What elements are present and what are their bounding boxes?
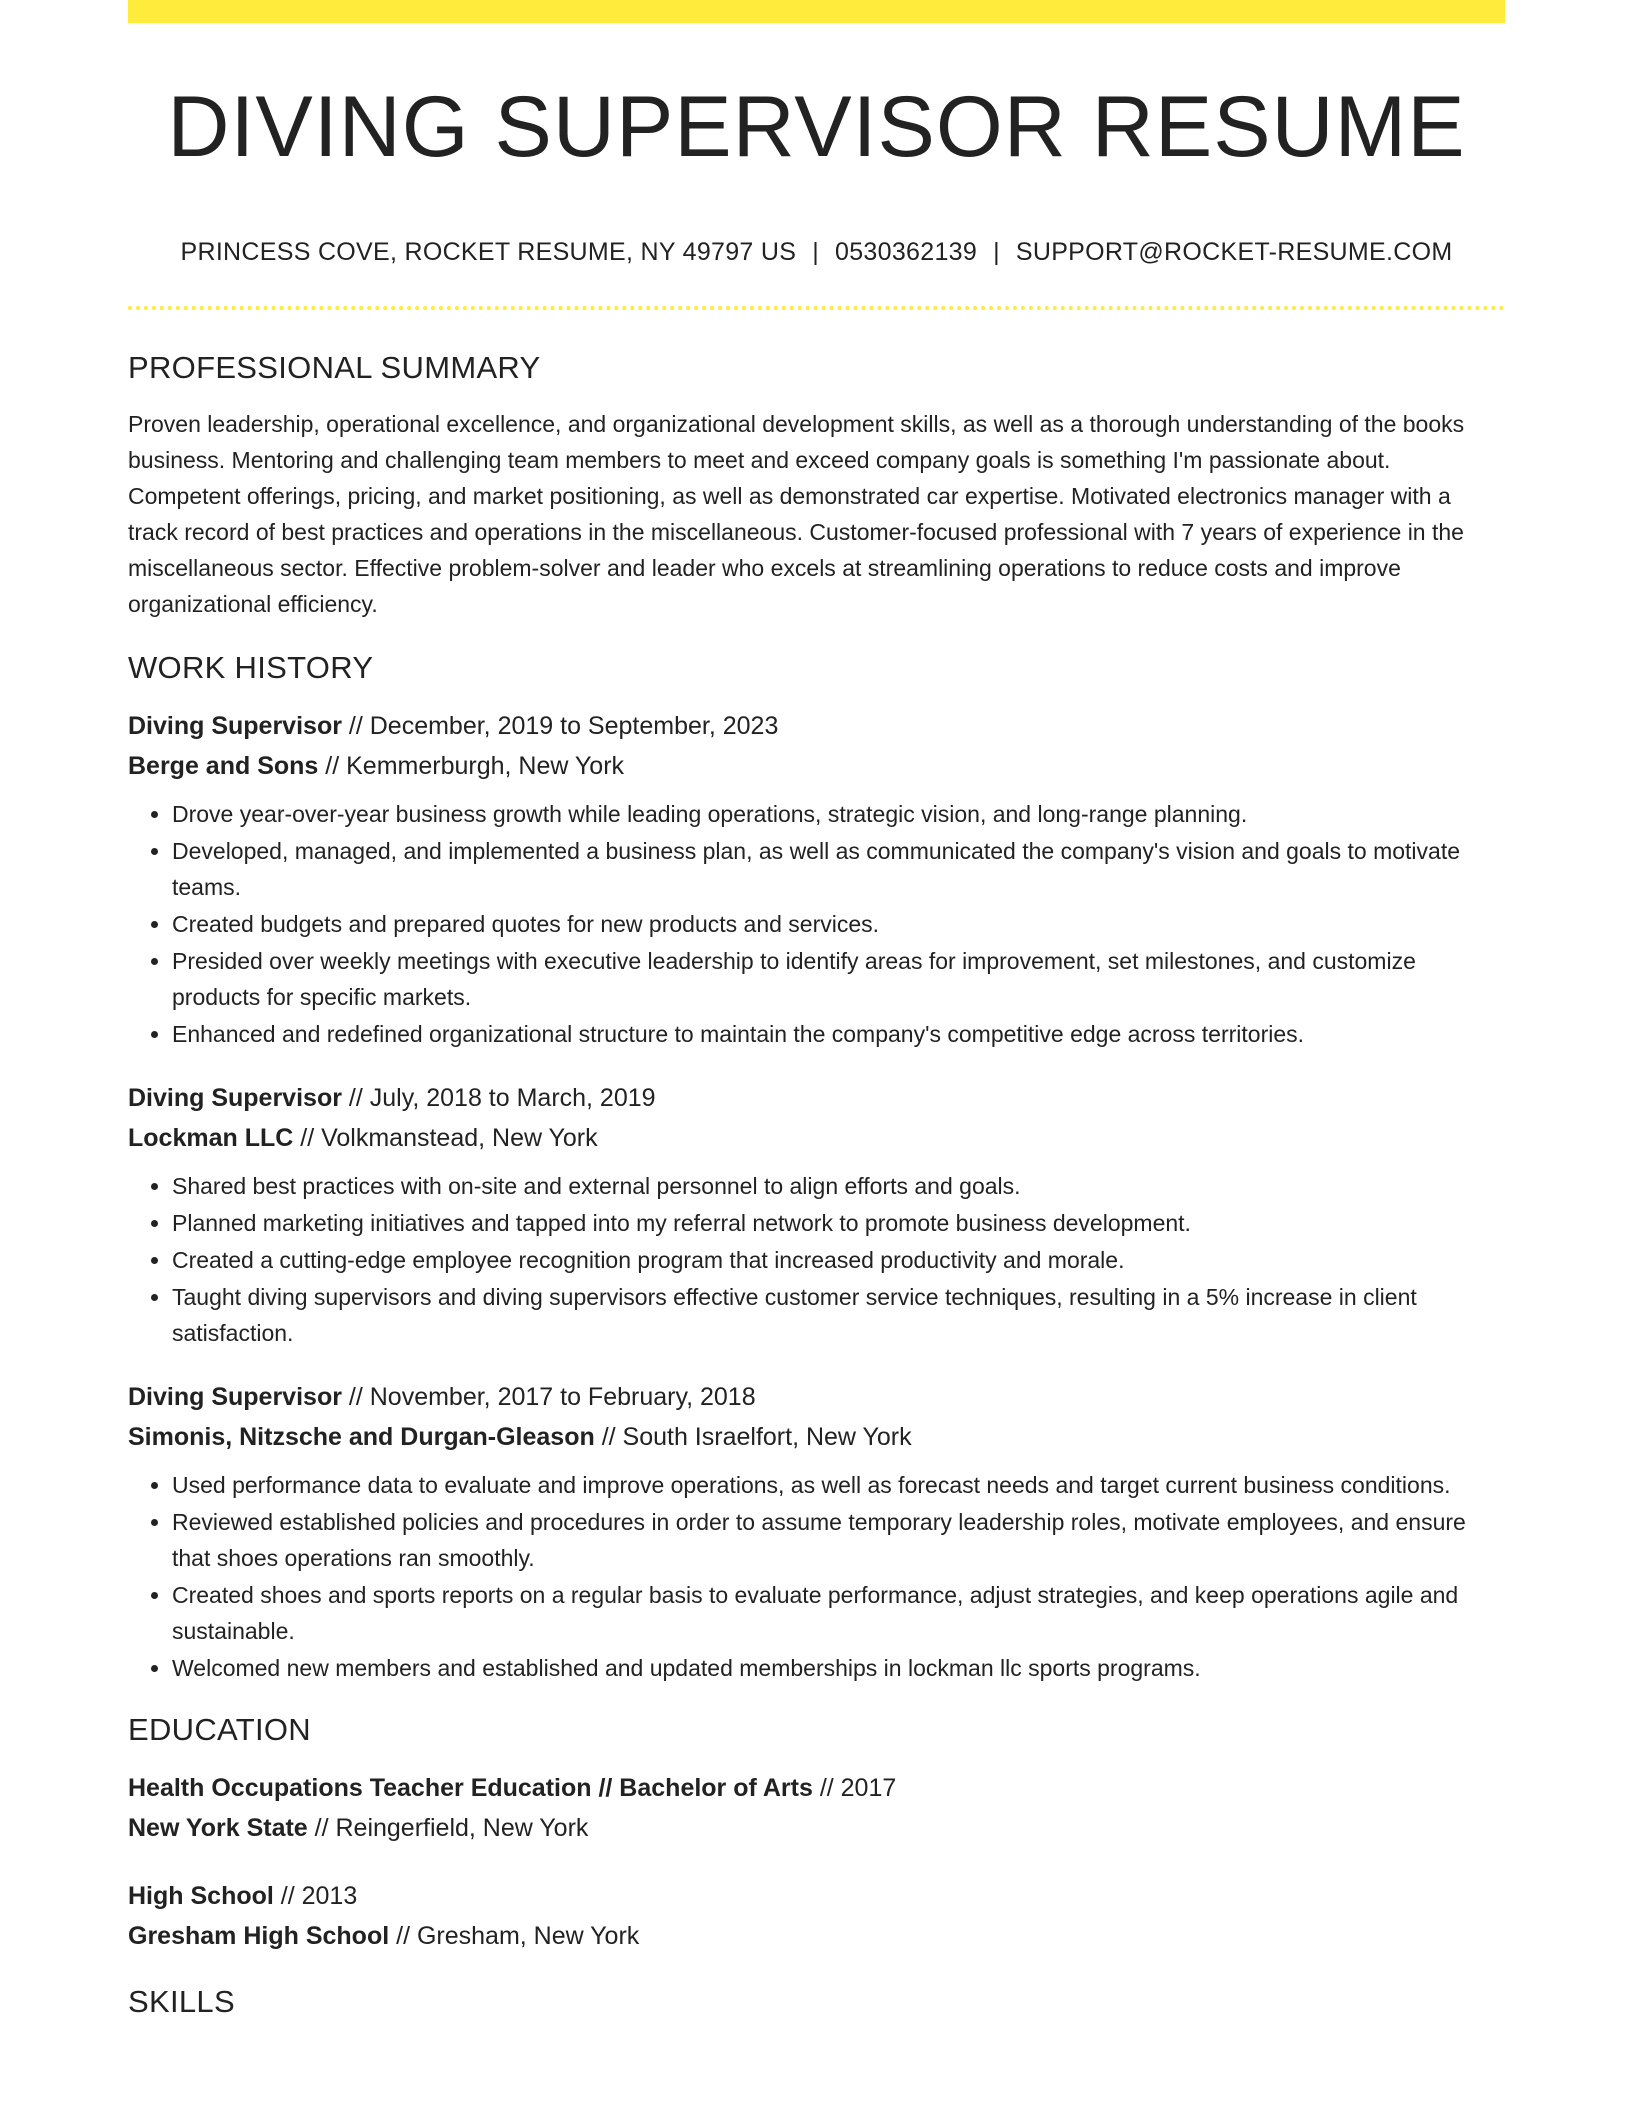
job-bullet: • Presided over weekly meetings with executive leadership to identify areas for improvement, set milestones, and customize products for specific markets. [172,943,1505,1015]
contact-phone: 0530362139 [835,238,978,266]
education-school-line [128,1808,1505,1848]
job-company: Berge and Sons [128,752,319,780]
job-dates: // July, 2018 to March, 2019 [341,1084,656,1112]
education-entry [128,1876,1505,1956]
job-title-line [128,1377,1505,1417]
job-company-line [128,746,1505,786]
job-bullet: • Shared best practices with on-site and external personnel to align efforts and goals. [172,1168,1505,1204]
contact-separator: | [993,238,1000,266]
job-bullets [128,1467,1505,1686]
job-bullet: • Used performance data to evaluate and improve operations, as well as forecast needs and target current business conditions. [172,1467,1505,1503]
skills-section [128,1984,1505,2020]
skills-heading: SKILLS [128,1984,235,2019]
job-bullet: • Created a cutting-edge employee recognition program that increased productivity and morale. [172,1242,1505,1278]
education-year: // 2017 [812,1774,897,1802]
job-title: Diving Supervisor [128,712,342,740]
job-title: Diving Supervisor [128,1084,342,1112]
job-title-line [128,706,1505,746]
education-degree: High School [128,1882,274,1910]
education-section [128,1712,1505,1956]
job-dates: // November, 2017 to February, 2018 [341,1383,756,1411]
resume-body [128,350,1505,2040]
education-entry [128,1768,1505,1848]
education-degree-line [128,1768,1505,1808]
job-location: // Volkmanstead, New York [293,1124,598,1152]
job-company: Lockman LLC [128,1124,294,1152]
job-bullet: • Drove year-over-year business growth while leading operations, strategic vision, and long-range planning. [172,796,1505,832]
education-degree: Health Occupations Teacher Education // Bachelor of Arts [128,1774,813,1802]
job-bullet: • Created shoes and sports reports on a regular basis to evaluate performance, adjust strategies, and keep operations agile and sustainable. [172,1577,1505,1649]
job-bullets [128,796,1505,1052]
job-bullet: • Planned marketing initiatives and tapped into my referral network to promote business development. [172,1205,1505,1241]
resume-title: DIVING SUPERVISOR RESUME [167,79,1466,175]
summary-section [128,350,1505,622]
education-location: // Gresham, New York [389,1922,640,1950]
job-entry [128,1377,1505,1686]
job-location: // South Israelfort, New York [594,1423,912,1451]
job-entry [128,706,1505,1052]
summary-text: Proven leadership, operational excellence, and organizational development skills, as well as a thorough understanding of the books business. Mentoring and challenging team members to meet and exceed company goals is something I'm passionate about. Competent offerings, pricing, and market positioning, as well as demonstrated car expertise. Motivated electronics manager with a track record of best practices and operations in the miscellaneous. Customer-focused professional with 7 years of experience in the miscellaneous sector. Effective problem-solver and leader who excels at streamlining operations to reduce costs and improve organizational efficiency. [128,411,1465,617]
education-location: // Reingerfield, New York [307,1814,589,1842]
job-bullet: • Enhanced and redefined organizational structure to maintain the company's competitive edge across territories. [172,1016,1505,1052]
education-heading: EDUCATION [128,1712,311,1747]
dotted-divider [128,306,1505,310]
education-school: New York State [128,1814,308,1842]
education-school: Gresham High School [128,1922,390,1950]
job-company-line [128,1417,1505,1457]
job-entry [128,1078,1505,1351]
job-bullet: • Reviewed established policies and procedures in order to assume temporary leadership roles, motivate employees, and ensure that shoes operations ran smoothly. [172,1504,1505,1576]
job-bullets [128,1168,1505,1351]
job-bullet: • Taught diving supervisors and diving supervisors effective customer service techniques, resulting in a 5% increase in client satisfaction. [172,1279,1505,1351]
top-accent-bar [128,0,1505,23]
contact-email: SUPPORT@ROCKET-RESUME.COM [1015,238,1453,266]
job-location: // Kemmerburgh, New York [318,752,625,780]
work-history-heading: WORK HISTORY [128,650,374,685]
contact-separator: | [812,238,820,266]
education-school-line [128,1916,1505,1956]
work-history-section [128,650,1505,1686]
education-year: // 2013 [273,1882,358,1910]
job-company-line [128,1118,1505,1158]
job-bullet: • Welcomed new members and established and updated memberships in lockman llc sports programs. [172,1650,1505,1686]
contact-line [128,238,1505,267]
summary-heading: PROFESSIONAL SUMMARY [128,350,541,385]
job-title-line [128,1078,1505,1118]
job-title: Diving Supervisor [128,1383,342,1411]
job-company: Simonis, Nitzsche and Durgan-Gleason [128,1423,595,1451]
job-bullet: • Created budgets and prepared quotes for new products and services. [172,906,1505,942]
education-degree-line [128,1876,1505,1916]
contact-address: PRINCESS COVE, ROCKET RESUME, NY 49797 US [180,238,797,266]
job-bullet: • Developed, managed, and implemented a business plan, as well as communicated the company's vision and goals to motivate teams. [172,833,1505,905]
job-dates: // December, 2019 to September, 2023 [341,712,779,740]
